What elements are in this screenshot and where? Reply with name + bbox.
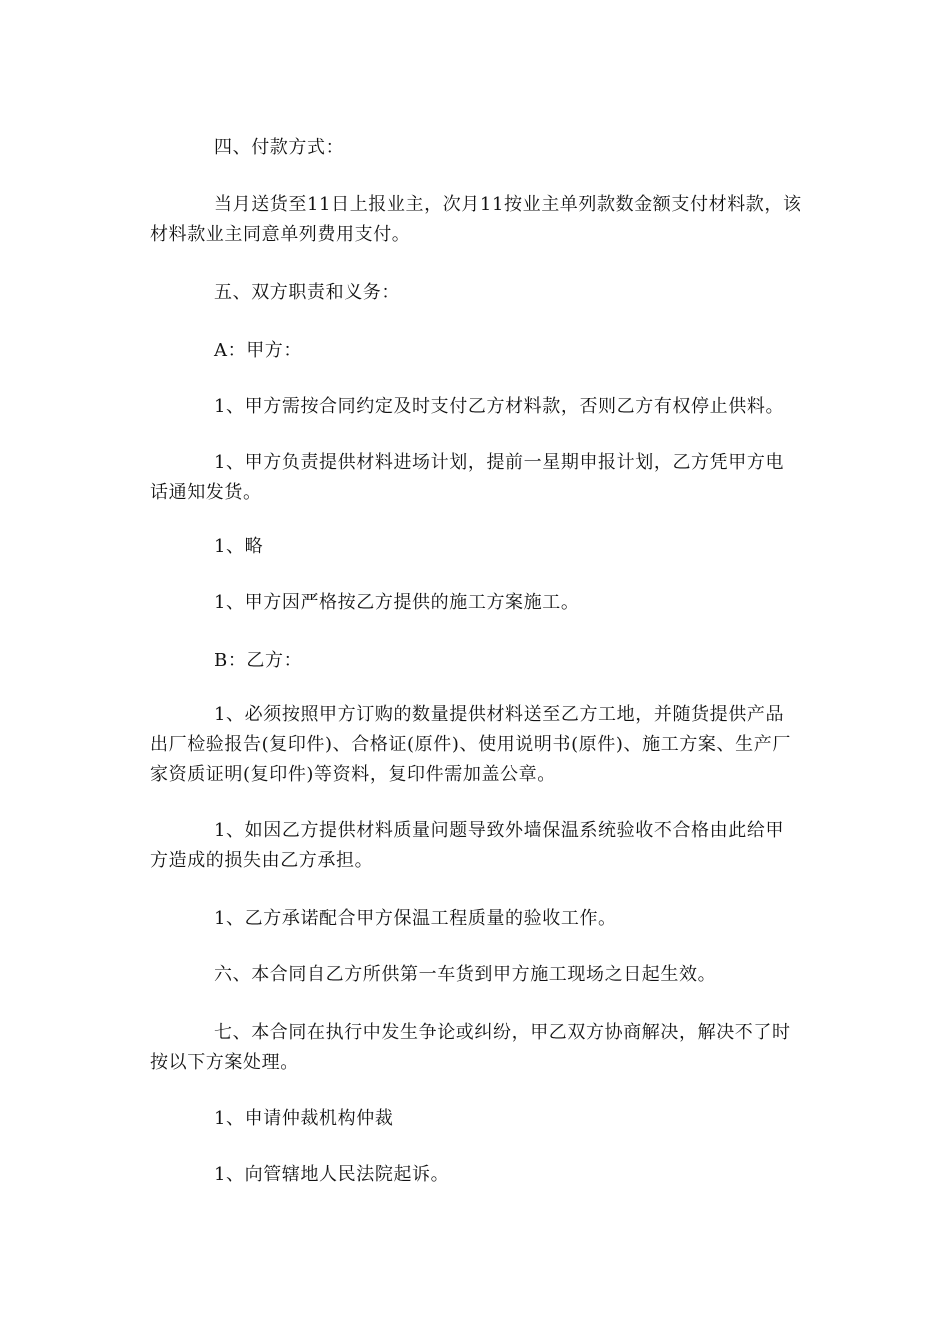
subheading-party-b: B：乙方： (214, 650, 303, 671)
section-heading-payment: 四、付款方式： (214, 137, 345, 158)
list-item: 1、略 (214, 536, 264, 557)
list-item: 1、必须按照甲方订购的数量提供材料送至乙方工地，并随货提供产品出厂检验报告(复印件)、合格证(原件)、使用说明书(原件)、施工方案、生产厂家资质证明(复印件)等资料，复印件需加盖公章。 (150, 704, 791, 785)
list-item: 1、乙方承诺配合甲方保温工程质量的验收工作。 (214, 908, 617, 929)
section-heading-duties: 五、双方职责和义务： (214, 282, 400, 303)
section-effective-date: 六、本合同自乙方所供第一车货到甲方施工现场之日起生效。 (214, 964, 717, 985)
section-dispute-resolution: 七、本合同在执行中发生争论或纠纷，甲乙双方协商解决，解决不了时按以下方案处理。 (150, 1022, 791, 1073)
list-item: 1、甲方需按合同约定及时支付乙方材料款，否则乙方有权停止供料。 (214, 396, 785, 417)
list-item: 1、甲方因严格按乙方提供的施工方案施工。 (214, 592, 580, 613)
list-item: 1、申请仲裁机构仲裁 (214, 1108, 394, 1129)
subheading-party-a: A：甲方： (214, 340, 302, 361)
paragraph-payment-terms: 当月送货至11日上报业主，次月11按业主单列款数金额支付材料款，该材料款业主同意单列费用支付。 (150, 194, 802, 245)
list-item: 1、甲方负责提供材料进场计划，提前一星期申报计划，乙方凭甲方电话通知发货。 (150, 452, 785, 503)
list-item: 1、如因乙方提供材料质量问题导致外墙保温系统验收不合格由此给甲方造成的损失由乙方承担。 (150, 820, 785, 871)
list-item: 1、向管辖地人民法院起诉。 (214, 1164, 450, 1185)
